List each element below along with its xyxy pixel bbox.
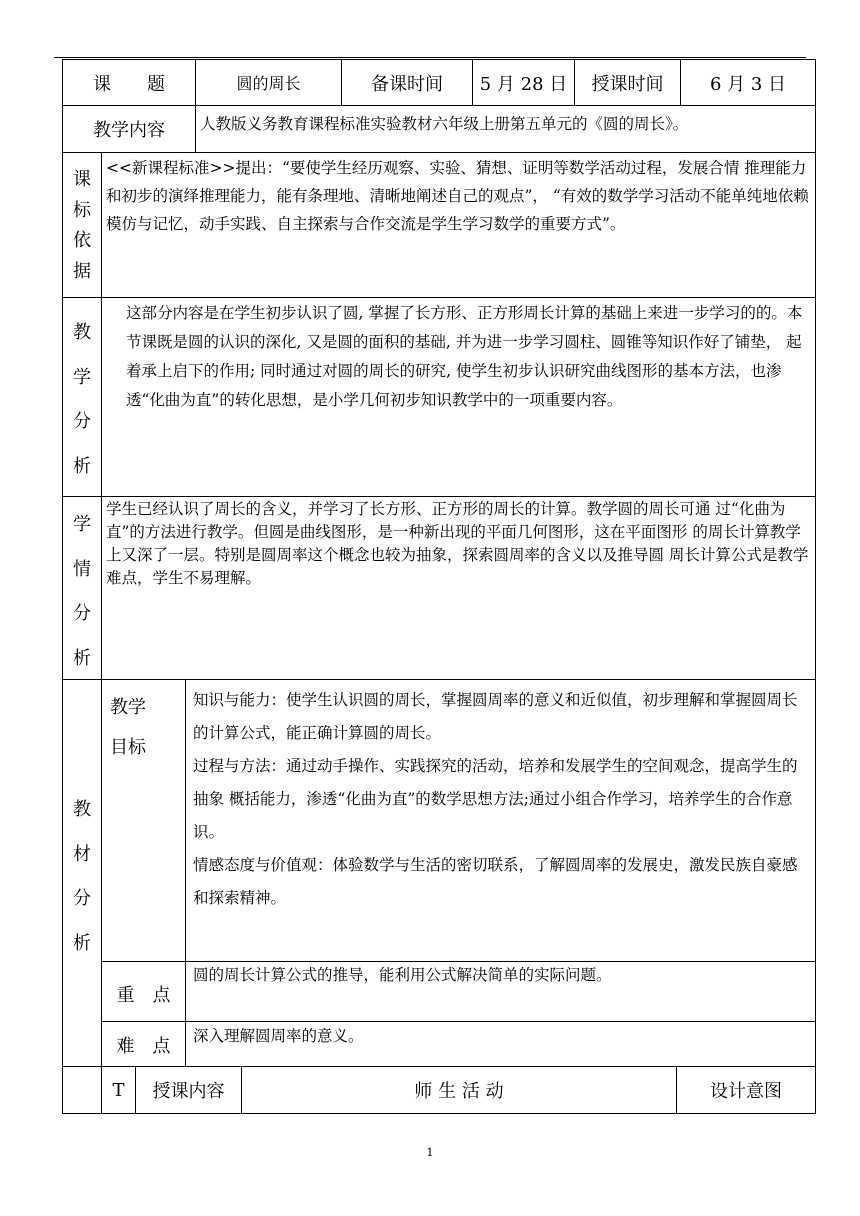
topic-label: 课 题 — [93, 73, 165, 95]
prep-time-value: 5 月 28 日 — [479, 73, 568, 95]
topic-value: 圆的周长 — [236, 74, 301, 93]
t-column-label: T — [112, 1079, 125, 1101]
intent-column-label: 设计意图 — [710, 1081, 782, 1102]
prep-time-label: 备课时间 — [371, 73, 443, 95]
teach-time-value: 6 月 3 日 — [709, 73, 787, 95]
goal-knowledge: 知识与能力：使学生认识圆的周长，掌握圆周率的意义和近似值，初步理解和掌握圆周长的计算公式，能正确计算圆的周长。 — [193, 691, 798, 742]
key-point-label: 重 点 — [116, 985, 171, 1006]
content-column-label: 授课内容 — [152, 1081, 225, 1102]
difficult-point-label: 难 点 — [116, 1036, 171, 1057]
teach-time-label: 授课时间 — [591, 73, 664, 95]
material-analysis-label: 教 材 分 析 — [73, 799, 91, 954]
content-text: 人教版义务教育课程标准实验教材六年级上册第五单元的《圆的周长》。 — [200, 115, 689, 133]
goal-emotion: 情感态度与价值观：体验数学与生活的密切联系，了解圆周率的发展史，激发民族自豪感和探索精神。 — [193, 856, 798, 907]
content-label: 教学内容 — [93, 120, 165, 141]
difficult-point-text: 深入理解圆周率的意义。 — [193, 1027, 364, 1045]
top-rule — [54, 57, 806, 58]
goals-text — [193, 684, 810, 915]
student-analysis-label: 学 情 分 析 — [73, 514, 91, 669]
key-point-text: 圆的周长计算公式的推导，能利用公式解决简单的实际问题。 — [193, 966, 612, 984]
teaching-analysis-text: 这部分内容是在学生初步认识了圆, 掌握了长方形、正方形周长计算的基础上来进一步学习的的。本节课既是圆的认识的深化, 又是圆的面积的基础, 并为进一步学习圆柱、圆锥等知识作好了铺垫， 起着承上启下的作用; 同时通过对圆的周长的研究, 使学生初步认识研究曲线图形的基本方法，也渗透“化曲为直”的转化思想，是小学几何初步知识教学中的一项重要内容。 — [126, 304, 803, 409]
teaching-analysis-label: 教 学 分 析 — [73, 322, 91, 477]
basis-text: <<新课程标准>>提出：“要使学生经历观察、实验、猜想、证明等数学活动过程，发展合情 推理能力和初步的演绎推理能力，能有条理地、清晰地阐述自己的观点”， “有效的数学学习活动不能单纯地依赖模仿与记忆，动手实践、自主探索与合作交流是学生学习数学的重要方式”。 — [106, 159, 809, 233]
goals-label: 教学 目标 — [110, 697, 146, 758]
activity-column-label: 师 生 活 动 — [414, 1081, 504, 1102]
student-analysis-text: 学生已经认识了周长的含义，并学习了长方形、正方形的周长的计算。教学圆的周长可通 过“化曲为直”的方法进行教学。但圆是曲线图形，是一种新出现的平面几何图形，这在平面图形 的周长计算教学上又深了一层。特别是圆周率这个概念也较为抽象，探索圆周率的含义以及推导圆 周长计算公式是教学难点，学生不易理解。 — [106, 500, 809, 587]
page-number: 1 — [426, 1146, 434, 1159]
basis-label: 课 标 依 据 — [73, 169, 91, 282]
goal-process: 过程与方法：通过动手操作、实践探究的活动，培养和发展学生的空间观念，提高学生的抽象 概括能力，渗透“化曲为直”的数学思想方法;通过小组合作学习，培养学生的合作意识。 — [193, 757, 798, 841]
